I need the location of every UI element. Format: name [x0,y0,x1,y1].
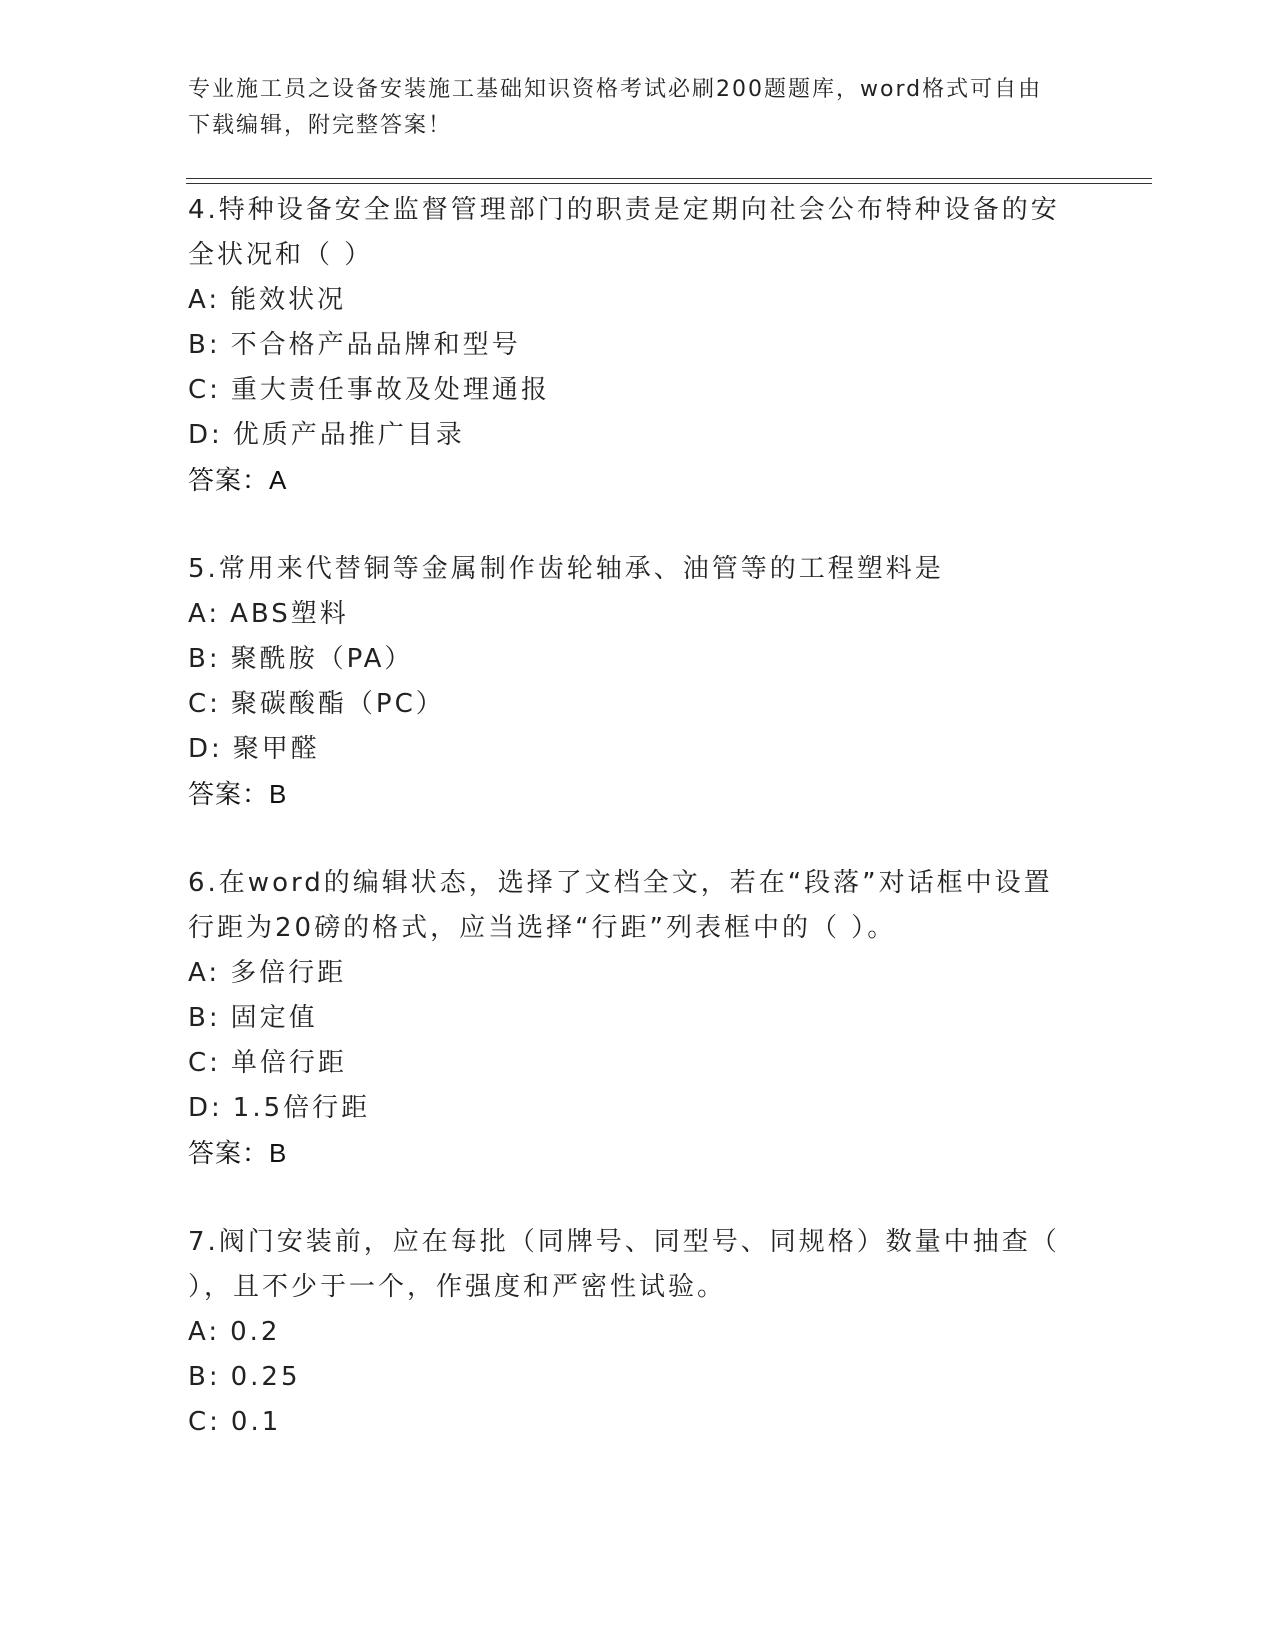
option-a [188,1310,1088,1355]
option-label: A: [188,958,221,988]
option-label: B: [188,330,221,360]
option-text: 优质产品推广目录 [232,420,465,450]
option-d [188,413,1088,458]
question-text-line-2: ），且不少于一个，作强度和严密性试验。 [188,1272,727,1302]
option-text: 单倍行距 [230,1048,347,1078]
option-text: 不合格产品品牌和型号 [230,330,521,360]
header-rule-bottom [186,183,1152,184]
document-header [188,72,1068,144]
option-c [188,682,1088,727]
header-rule-top [186,178,1152,179]
header-line-1: 专业施工员之设备安装施工基础知识资格考试必刷200题题库，word格式可自由 [188,77,1043,102]
option-text: 0.1 [230,1407,282,1437]
option-a [188,951,1088,996]
option-text: 能效状况 [230,285,347,315]
option-a [188,592,1088,637]
option-text: 0.2 [230,1317,281,1347]
option-c [188,1400,1088,1445]
option-d [188,727,1088,772]
option-c [188,1041,1088,1086]
question-list [188,188,1088,1489]
question-text-line-1: 5.常用来代替铜等金属制作齿轮轴承、油管等的工程塑料是 [188,554,944,584]
option-b [188,996,1088,1041]
option-label: D: [188,1093,223,1123]
option-a [188,278,1088,323]
option-text: 重大责任事故及处理通报 [230,375,550,405]
option-text: 固定值 [230,1003,318,1033]
option-text: 聚甲醛 [232,734,320,764]
option-text: ABS塑料 [230,599,349,629]
answer-line: 答案：B [188,1138,288,1168]
option-label: C: [188,1048,221,1078]
option-b [188,323,1088,368]
option-label: C: [188,689,221,719]
question-text-line-1: 6.在word的编辑状态，选择了文档全文，若在“段落”对话框中设置 [188,868,1053,898]
question-text-line-2: 全状况和（ ） [188,240,374,270]
option-text: 聚碳酸酯（PC） [230,689,445,719]
option-d [188,1086,1088,1131]
option-label: C: [188,375,221,405]
option-c [188,368,1088,413]
question-6 [188,861,1088,1176]
answer-line: 答案：A [188,465,288,495]
option-label: D: [188,420,223,450]
option-text: 1.5倍行距 [232,1093,371,1123]
option-text: 聚酰胺（PA） [230,644,414,674]
option-label: A: [188,599,221,629]
option-label: B: [188,1362,221,1392]
question-text-line-1: 7.阀门安装前，应在每批（同牌号、同型号、同规格）数量中抽查（ [188,1227,1060,1257]
option-text: 多倍行距 [230,958,347,988]
option-label: C: [188,1407,221,1437]
question-text-line-1: 4.特种设备安全监督管理部门的职责是定期向社会公布特种设备的安 [188,195,1060,225]
header-line-2: 下载编辑，附完整答案！ [188,113,453,138]
option-label: A: [188,1317,221,1347]
option-text: 0.25 [230,1362,301,1392]
option-b [188,637,1088,682]
question-text-line-2: 行距为20磅的格式，应当选择“行距”列表框中的（ ）。 [188,913,897,943]
option-label: D: [188,734,223,764]
question-4 [188,188,1088,503]
answer-line: 答案：B [188,779,288,809]
option-b [188,1355,1088,1400]
option-label: A: [188,285,221,315]
question-5 [188,547,1088,817]
option-label: B: [188,644,221,674]
option-label: B: [188,1003,221,1033]
question-7 [188,1220,1088,1445]
